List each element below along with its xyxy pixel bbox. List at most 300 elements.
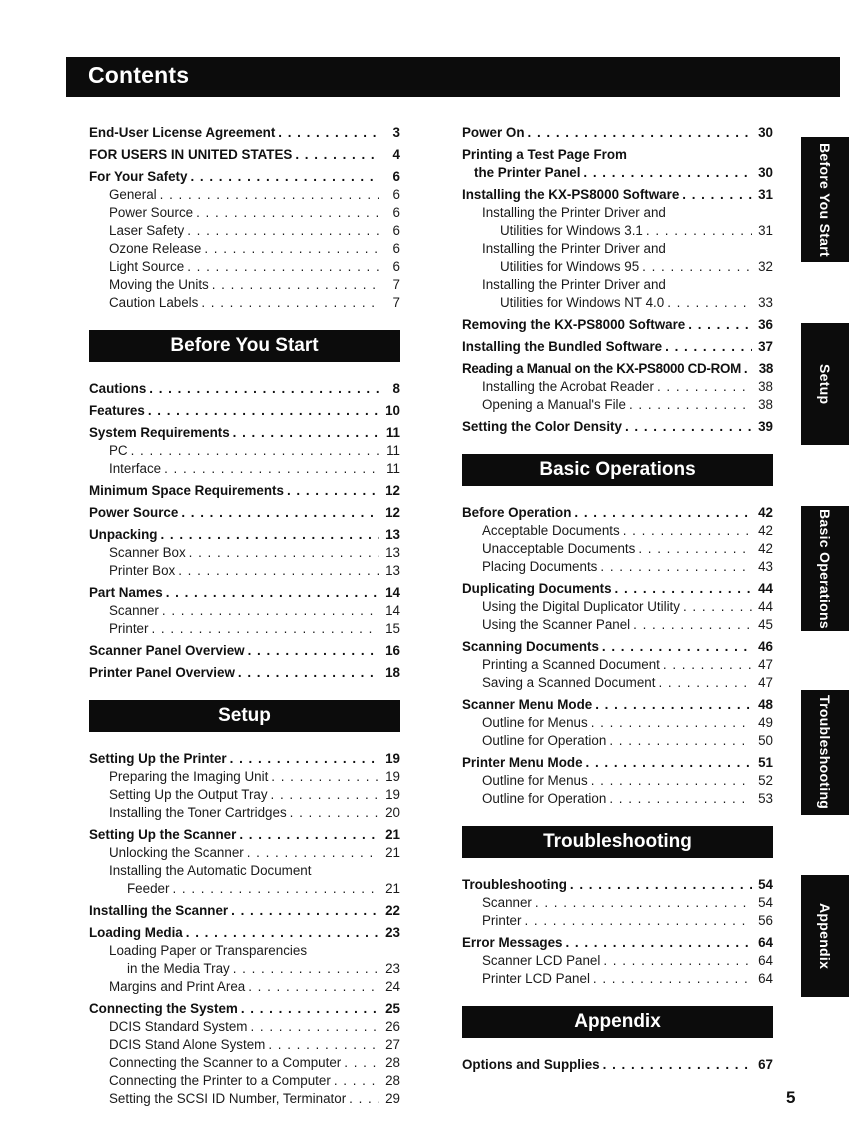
toc-entry-page: 27 <box>385 1037 400 1052</box>
dot-leader <box>602 638 752 656</box>
dot-leader <box>164 460 379 478</box>
toc-entry-page: 6 <box>392 259 400 274</box>
toc-entry[interactable] <box>462 732 773 750</box>
toc-entry-title: Troubleshooting <box>462 877 567 892</box>
toc-entry-title: Preparing the Imaging Unit <box>109 769 269 784</box>
toc-entry-page: 67 <box>758 1057 773 1072</box>
toc-entry-title: Setting Up the Scanner <box>89 827 237 842</box>
toc-entry-title: Acceptable Documents <box>482 523 620 538</box>
toc-entry[interactable] <box>462 876 773 894</box>
toc-entry-title: FOR USERS IN UNITED STATES <box>89 147 293 162</box>
dot-leader <box>665 338 752 356</box>
toc-entry[interactable] <box>89 1018 400 1036</box>
dot-leader <box>600 558 752 576</box>
toc-entry[interactable] <box>462 656 773 674</box>
toc-entry[interactable] <box>89 222 400 240</box>
toc-entry-title: DCIS Standard System <box>109 1019 248 1034</box>
toc-entry-title: For Your Safety <box>89 169 188 184</box>
toc-entry[interactable] <box>462 970 773 988</box>
dot-leader <box>565 934 752 952</box>
dot-leader <box>633 616 752 634</box>
toc-entry-title: Printing a Scanned Document <box>482 657 660 672</box>
toc-entry[interactable] <box>89 1054 400 1072</box>
toc-entry-title: Connecting the Scanner to a Computer <box>109 1055 342 1070</box>
toc-entry-page: 11 <box>386 461 400 476</box>
toc-entry-title: General <box>109 187 157 202</box>
toc-entry[interactable] <box>462 790 773 808</box>
toc-entry-title: Loading Paper or Transparencies <box>109 943 308 958</box>
dot-leader <box>162 602 379 620</box>
toc-entry-page: 4 <box>392 147 400 162</box>
toc-entry[interactable] <box>89 240 400 258</box>
toc-entry[interactable] <box>462 934 773 952</box>
toc-entry-page: 42 <box>758 505 773 520</box>
dot-leader <box>623 522 752 540</box>
toc-entry[interactable] <box>89 204 400 222</box>
toc-entry-page: 21 <box>385 845 400 860</box>
toc-entry-page: 64 <box>758 971 773 986</box>
section-heading-basic-operations: Basic Operations <box>462 454 773 486</box>
tab-appendix[interactable] <box>801 875 849 997</box>
toc-entry[interactable] <box>462 912 773 930</box>
toc-entry[interactable] <box>89 902 400 920</box>
toc-entry-title: Using the Digital Duplicator Utility <box>482 599 680 614</box>
toc-entry-title: Scanner <box>109 603 159 618</box>
toc-entry[interactable] <box>462 204 773 222</box>
toc-entry[interactable] <box>89 960 400 978</box>
toc-entry-title: Printer <box>482 913 522 928</box>
toc-entry-title: Opening a Manual's File <box>482 397 626 412</box>
toc-entry[interactable] <box>89 294 400 312</box>
toc-entry-page: 19 <box>385 751 400 766</box>
toc-entry-title: Laser Safety <box>109 223 185 238</box>
toc-entry-title: Loading Media <box>89 925 183 940</box>
toc-entry-title: Installing the Scanner <box>89 903 229 918</box>
toc-entry[interactable] <box>462 598 773 616</box>
toc-entry[interactable] <box>89 942 400 960</box>
toc-entry-title: Installing the Automatic Document <box>109 863 312 878</box>
dot-leader <box>658 674 752 692</box>
dot-leader <box>638 540 752 558</box>
toc-entry-page: 18 <box>385 665 400 680</box>
toc-entry[interactable] <box>89 380 400 398</box>
dot-leader <box>231 902 379 920</box>
toc-entry-page: 32 <box>758 259 773 274</box>
toc-entry-page: 15 <box>385 621 400 636</box>
toc-entry-title: Installing the Toner Cartridges <box>109 805 287 820</box>
toc-entry[interactable] <box>462 338 773 356</box>
toc-entry[interactable] <box>89 526 400 544</box>
dot-leader <box>603 952 752 970</box>
tab-troubleshooting[interactable] <box>801 690 849 815</box>
dot-leader <box>642 258 752 276</box>
toc-entry[interactable] <box>89 562 400 580</box>
toc-entry-page: 14 <box>385 585 400 600</box>
toc-entry[interactable] <box>462 164 773 182</box>
toc-entry[interactable] <box>89 602 400 620</box>
dot-leader <box>196 204 379 222</box>
toc-entry-page: 44 <box>758 581 773 596</box>
toc-entry-title: Outline for Operation <box>482 733 607 748</box>
tab-setup[interactable] <box>801 323 849 445</box>
dot-leader <box>344 1054 379 1072</box>
toc-entry-page: 22 <box>385 903 400 918</box>
toc-entry-page: 6 <box>392 187 400 202</box>
toc-entry-title: the Printer Panel <box>474 165 581 180</box>
toc-entry-title: Printer Panel Overview <box>89 665 235 680</box>
toc-entry[interactable] <box>89 168 400 186</box>
toc-entry-page: 51 <box>758 755 773 770</box>
toc-entry[interactable] <box>89 786 400 804</box>
toc-entry-page: 29 <box>385 1091 400 1106</box>
tab-basic-operations[interactable] <box>801 506 849 631</box>
dot-leader <box>570 876 752 894</box>
toc-entry[interactable] <box>462 522 773 540</box>
toc-entry-title: Utilities for Windows NT 4.0 <box>500 295 665 310</box>
toc-entry-page: 10 <box>385 403 400 418</box>
toc-entry-page: 49 <box>758 715 773 730</box>
toc-entry-page: 11 <box>385 425 400 440</box>
tab-label: Basic Operations <box>817 508 833 629</box>
toc-entry-title: Cautions <box>89 381 147 396</box>
toc-entry[interactable] <box>89 978 400 996</box>
page-title: Contents <box>88 62 190 88</box>
toc-entry[interactable] <box>462 396 773 414</box>
toc-entry-title: Scanner Box <box>109 545 186 560</box>
toc-entry[interactable] <box>462 638 773 656</box>
toc-entry-title: Installing the Acrobat Reader <box>482 379 654 394</box>
dot-leader <box>238 664 379 682</box>
toc-entry-title: Unpacking <box>89 527 158 542</box>
dot-leader <box>166 584 379 602</box>
toc-entry[interactable] <box>89 1000 400 1018</box>
dot-leader <box>230 750 379 768</box>
toc-entry-title: DCIS Stand Alone System <box>109 1037 266 1052</box>
dot-leader <box>131 442 379 460</box>
toc-entry-title: Outline for Operation <box>482 791 607 806</box>
dot-leader <box>667 294 752 312</box>
toc-entry-title: Printing a Test Page From <box>462 147 627 162</box>
toc-entry[interactable] <box>89 276 400 294</box>
dot-leader <box>583 164 752 182</box>
toc-entry-page: 46 <box>758 639 773 654</box>
toc-entry-page: 47 <box>758 657 773 672</box>
toc-entry-title: Removing the KX-PS8000 Software <box>462 317 686 332</box>
toc-entry-page: 6 <box>392 223 400 238</box>
toc-entry-title: Caution Labels <box>109 295 199 310</box>
toc-entry[interactable] <box>89 642 400 660</box>
dot-leader <box>603 1056 752 1074</box>
toc-entry-page: 33 <box>758 295 773 310</box>
toc-entry[interactable] <box>462 558 773 576</box>
dot-leader <box>149 380 379 398</box>
dot-leader <box>349 1090 379 1108</box>
toc-entry-title: Setting Up the Printer <box>89 751 227 766</box>
toc-entry-title: Installing the KX-PS8000 Software <box>462 187 680 202</box>
toc-entry-page: 19 <box>385 769 400 784</box>
dot-leader <box>187 222 379 240</box>
toc-entry-page: 30 <box>758 165 773 180</box>
toc-entry-page: 64 <box>758 953 773 968</box>
dot-leader <box>248 978 379 996</box>
toc-entry[interactable] <box>462 616 773 634</box>
toc-entry[interactable] <box>462 276 773 294</box>
toc-entry-title: Installing the Printer Driver and <box>482 277 666 292</box>
dot-leader <box>528 124 752 142</box>
dot-leader <box>181 504 379 522</box>
toc-entry-title: Duplicating Documents <box>462 581 612 596</box>
toc-entry-page: 7 <box>392 295 400 310</box>
toc-entry[interactable] <box>462 894 773 912</box>
toc-entry[interactable] <box>462 294 773 312</box>
toc-entry[interactable] <box>89 620 400 638</box>
dot-leader <box>178 562 379 580</box>
dot-leader <box>151 620 379 638</box>
dot-leader <box>646 222 752 240</box>
dot-leader <box>593 970 752 988</box>
toc-entry[interactable] <box>89 1036 400 1054</box>
toc-entry-page: 24 <box>385 979 400 994</box>
dot-leader <box>591 714 752 732</box>
toc-entry[interactable] <box>462 186 773 204</box>
toc-entry-title: Outline for Menus <box>482 773 588 788</box>
toc-entry-page: 6 <box>392 205 400 220</box>
toc-entry[interactable] <box>89 460 400 478</box>
toc-entry[interactable] <box>89 402 400 420</box>
toc-entry-page: 8 <box>392 381 400 396</box>
toc-entry[interactable] <box>89 664 400 682</box>
toc-entry-page: 12 <box>385 505 400 520</box>
toc-entry[interactable] <box>89 880 400 898</box>
toc-entry-page: 30 <box>758 125 773 140</box>
toc-entry[interactable] <box>89 124 400 142</box>
toc-entry-page: 14 <box>385 603 400 618</box>
toc-entry[interactable] <box>89 442 400 460</box>
toc-entry-page: 12 <box>385 483 400 498</box>
section-heading-setup: Setup <box>89 700 400 732</box>
toc-entry-page: 7 <box>392 277 400 292</box>
dot-leader <box>239 826 379 844</box>
toc-entry-page: 38 <box>758 379 773 394</box>
dot-leader <box>241 1000 379 1018</box>
dot-leader <box>586 754 752 772</box>
toc-entry-title: PC <box>109 443 128 458</box>
toc-entry-page: 45 <box>758 617 773 632</box>
toc-entry-title: Reading a Manual on the KX-PS8000 CD-ROM <box>462 361 741 376</box>
dot-leader <box>287 482 379 500</box>
toc-entry-title: Unacceptable Documents <box>482 541 636 556</box>
tab-label: Setup <box>817 363 833 405</box>
toc-entry-page: 31 <box>758 187 773 202</box>
toc-group <box>89 380 400 682</box>
toc-entry-page: 28 <box>385 1073 400 1088</box>
toc-entry-title: Interface <box>109 461 162 476</box>
toc-entry[interactable] <box>462 772 773 790</box>
toc-entry[interactable] <box>462 240 773 258</box>
toc-entry[interactable] <box>89 924 400 942</box>
dot-leader <box>663 656 752 674</box>
dot-leader <box>683 598 752 616</box>
toc-entry[interactable] <box>462 674 773 692</box>
toc-entry[interactable] <box>462 696 773 714</box>
toc-entry-page: 36 <box>758 317 773 332</box>
toc-entry-title: Scanner Panel Overview <box>89 643 245 658</box>
toc-entry[interactable] <box>462 258 773 276</box>
toc-entry[interactable] <box>89 844 400 862</box>
section-heading-before-you-start: Before You Start <box>89 330 400 362</box>
toc-entry-title: Utilities for Windows 3.1 <box>500 223 643 238</box>
dot-leader <box>615 580 752 598</box>
toc-entry[interactable] <box>462 124 773 142</box>
toc-entry[interactable] <box>462 222 773 240</box>
dot-leader <box>172 880 379 898</box>
section-heading-troubleshooting: Troubleshooting <box>462 826 773 858</box>
toc-entry[interactable] <box>89 862 400 880</box>
tab-before-you-start[interactable] <box>801 137 849 262</box>
toc-entry-title: Printer LCD Panel <box>482 971 590 986</box>
toc-entry-title: Options and Supplies <box>462 1057 600 1072</box>
toc-entry[interactable] <box>462 504 773 522</box>
toc-entry[interactable] <box>462 360 773 378</box>
toc-entry-page: 6 <box>392 169 400 184</box>
toc-entry-title: System Requirements <box>89 425 230 440</box>
toc-entry-title: Installing the Printer Driver and <box>482 205 666 220</box>
toc-entry[interactable] <box>462 952 773 970</box>
toc-entry-title: Setting the Color Density <box>462 419 622 434</box>
toc-entry-title: Setting Up the Output Tray <box>109 787 268 802</box>
toc-entry[interactable] <box>89 584 400 602</box>
dot-leader <box>187 258 379 276</box>
toc-entry[interactable] <box>462 378 773 396</box>
toc-entry[interactable] <box>462 754 773 772</box>
dot-leader <box>160 186 379 204</box>
toc-entry[interactable] <box>89 750 400 768</box>
tab-label: Before You Start <box>817 142 833 257</box>
toc-entry-title: Before Operation <box>462 505 572 520</box>
dot-leader <box>591 772 752 790</box>
dot-leader <box>190 168 379 186</box>
toc-entry-page: 39 <box>758 419 773 434</box>
dot-leader <box>204 240 379 258</box>
toc-entry[interactable] <box>462 1056 773 1074</box>
toc-entry-page: 42 <box>758 523 773 538</box>
toc-entry-page: 52 <box>758 773 773 788</box>
toc-entry-title: Outline for Menus <box>482 715 588 730</box>
toc-entry-title: Part Names <box>89 585 163 600</box>
toc-entry[interactable] <box>89 544 400 562</box>
toc-entry-page: 44 <box>758 599 773 614</box>
toc-entry[interactable] <box>462 316 773 334</box>
toc-entry[interactable] <box>462 540 773 558</box>
toc-entry[interactable] <box>89 504 400 522</box>
toc-entry-title: Scanning Documents <box>462 639 599 654</box>
toc-entry-title: Installing the Printer Driver and <box>482 241 666 256</box>
toc-entry-title: Power Source <box>89 505 179 520</box>
toc-entry-page: 6 <box>392 241 400 256</box>
toc-entry[interactable] <box>89 482 400 500</box>
contents-header <box>66 57 840 97</box>
dot-leader <box>247 844 379 862</box>
toc-entry[interactable] <box>89 186 400 204</box>
toc-left-column <box>89 124 400 1108</box>
dot-leader <box>744 360 752 378</box>
dot-leader <box>233 960 379 978</box>
dot-leader <box>268 1036 379 1054</box>
toc-entry-title: in the Media Tray <box>127 961 230 976</box>
toc-entry-page: 19 <box>385 787 400 802</box>
toc-entry[interactable] <box>462 418 773 436</box>
toc-entry-title: Printer <box>109 621 149 636</box>
dot-leader <box>233 424 379 442</box>
dot-leader <box>148 402 379 420</box>
toc-entry-title: Using the Scanner Panel <box>482 617 631 632</box>
dot-leader <box>574 504 752 522</box>
toc-entry-page: 11 <box>386 443 400 458</box>
toc-entry-page: 21 <box>385 881 400 896</box>
toc-group <box>89 124 400 312</box>
toc-entry-title: Power Source <box>109 205 194 220</box>
toc-entry-title: Margins and Print Area <box>109 979 246 994</box>
toc-entry[interactable] <box>89 258 400 276</box>
toc-entry-title: Placing Documents <box>482 559 598 574</box>
toc-entry-title: Connecting the Printer to a Computer <box>109 1073 331 1088</box>
dot-leader <box>248 642 379 660</box>
toc-entry-page: 23 <box>385 961 400 976</box>
toc-entry-title: Minimum Space Requirements <box>89 483 284 498</box>
toc-entry[interactable] <box>462 146 773 164</box>
toc-entry[interactable] <box>89 146 400 164</box>
dot-leader <box>212 276 379 294</box>
toc-entry-page: 26 <box>385 1019 400 1034</box>
dot-leader <box>609 732 752 750</box>
dot-leader <box>682 186 752 204</box>
dot-leader <box>334 1072 379 1090</box>
toc-entry[interactable] <box>89 424 400 442</box>
toc-right-column <box>462 124 773 1074</box>
toc-entry-title: Error Messages <box>462 935 563 950</box>
toc-group <box>462 504 773 808</box>
dot-leader <box>629 396 752 414</box>
toc-entry-title: Feeder <box>127 881 170 896</box>
dot-leader <box>524 912 752 930</box>
toc-entry-title: Ozone Release <box>109 241 202 256</box>
toc-entry-page: 53 <box>758 791 773 806</box>
toc-entry[interactable] <box>89 804 400 822</box>
dot-leader <box>189 544 379 562</box>
dot-leader <box>595 696 752 714</box>
toc-entry-page: 13 <box>385 527 400 542</box>
toc-entry-title: End-User License Agreement <box>89 125 276 140</box>
toc-entry-title: Light Source <box>109 259 185 274</box>
tab-label: Troubleshooting <box>817 695 833 810</box>
toc-entry-title: Power On <box>462 125 525 140</box>
toc-entry[interactable] <box>89 768 400 786</box>
toc-entry[interactable] <box>462 714 773 732</box>
toc-group <box>89 750 400 1108</box>
toc-entry-page: 48 <box>758 697 773 712</box>
toc-entry-title: Installing the Bundled Software <box>462 339 663 354</box>
toc-entry[interactable] <box>89 1072 400 1090</box>
dot-leader <box>278 124 379 142</box>
dot-leader <box>160 526 379 544</box>
toc-entry[interactable] <box>462 580 773 598</box>
dot-leader <box>271 768 379 786</box>
toc-entry[interactable] <box>89 1090 400 1108</box>
toc-entry[interactable] <box>89 826 400 844</box>
toc-entry-title: Printer Menu Mode <box>462 755 583 770</box>
dot-leader <box>250 1018 379 1036</box>
toc-entry-page: 42 <box>758 541 773 556</box>
